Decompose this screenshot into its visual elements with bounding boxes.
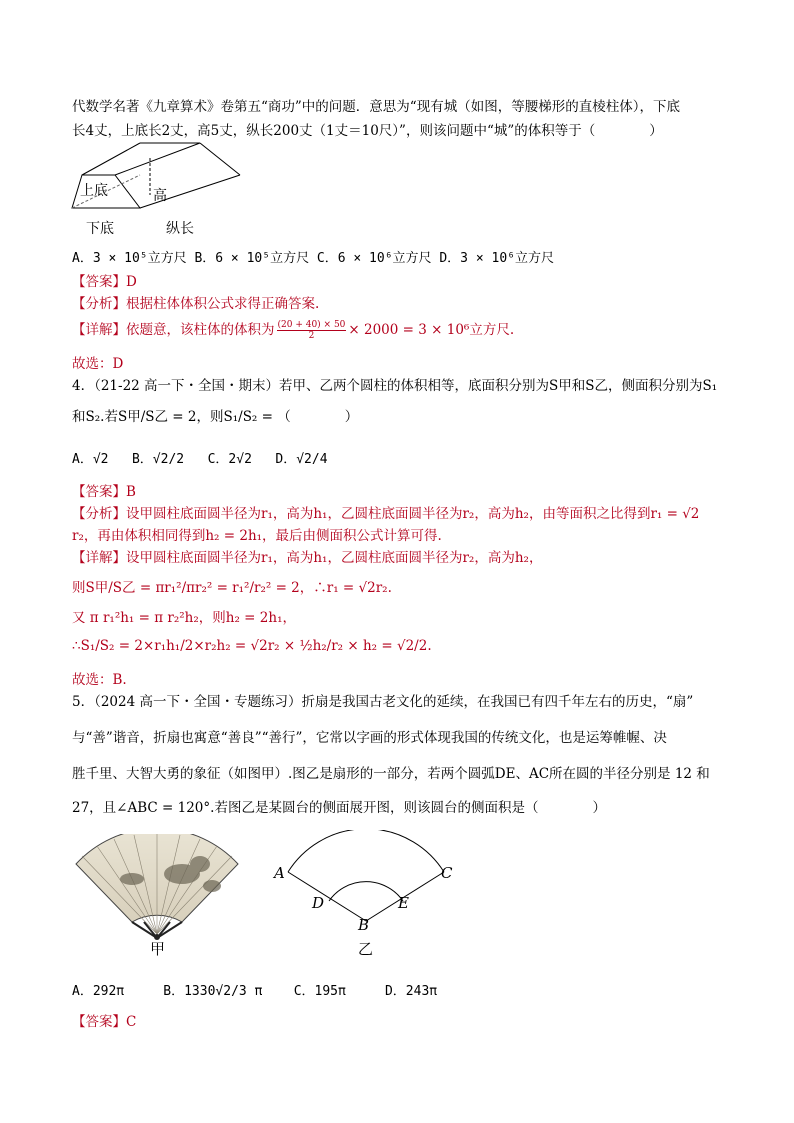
q4-choose: 故选：B. [72,672,127,688]
label-height: 高 [153,188,167,204]
detail-result: × 2000 = 3 × 10⁶立方尺. [348,322,515,338]
q4-analysis-l2: r₂，再由体积相同得到h₂ = 2h₁，最后由侧面积公式计算可得. [72,528,442,544]
q5-line4: 27，且∠ABC = 120°.若图乙是某圆台的侧面展开图，则该圆台的侧面积是（ ） [72,800,606,816]
q3-option-a: A．3 × 10⁵立方尺 [72,251,187,266]
answer-value: D [126,274,137,290]
q3-choose: 故选：D [72,356,124,372]
detail-tag: 【详解】 [72,322,126,338]
analysis-tag: 【分析】 [72,296,126,312]
q5-option-d: D．243π [384,984,438,999]
detail-text: 依题意，该柱体的体积为 [126,322,275,338]
detail-fraction [277,320,347,341]
q3-option-d: D．3 × 10⁶立方尺 [439,251,554,266]
answer-value: C [126,1014,137,1030]
q3-options [72,247,554,266]
point-B: B [358,916,370,934]
fig-yi-label: 乙 [358,940,374,958]
q3-option-b: B．6 × 10⁵立方尺 [194,251,310,266]
q5-line3: 胜千里、大智大勇的象征（如图甲）.图乙是扇形的一部分，若两个圆弧DE、AC所在圆的半径分别是 12 和 [72,766,710,782]
q3-analysis [72,292,319,312]
answer-tag: 【答案】 [72,484,126,500]
folding-fan-image [72,834,242,942]
fraction-numerator: (20 + 40) × 50 [277,320,346,330]
label-top-base: 上底 [80,183,108,199]
point-E: E [398,894,409,912]
label-length: 纵长 [166,221,194,237]
answer-tag: 【答案】 [72,1014,126,1030]
q3-answer [72,270,137,290]
label-bottom-base: 下底 [86,221,114,237]
q5-option-c: C．195π [293,984,346,999]
q5-option-b: B．1330√2/3 π [163,984,263,999]
q5-answer [72,1010,136,1030]
sector-diagram [270,830,470,940]
answer-value: B [126,484,136,500]
q4-line2: 和S₂.若S甲/S乙 = 2，则S₁/S₂ = （ ） [72,409,359,425]
detail-text: 设甲圆柱底面圆半径为r₁，高为h₁，乙圆柱底面圆半径为r₂，高为h₂， [126,550,543,566]
analysis-tag: 【分析】 [72,506,126,522]
q4-line1: 4．（21-22 高一下・全国・期末）若甲、乙两个圆柱的体积相等，底面积分别为S甲和S乙，侧面积分别为S₁ [72,378,718,394]
q5-option-a: A．292π [72,984,125,999]
q3-detail [72,318,514,341]
q4-detail-l3: 又 π r₁²h₁ = π r₂²h₂，则h₂ = 2h₁， [72,610,296,626]
answer-tag: 【答案】 [72,274,126,290]
q4-detail-l2: 则S甲/S乙 = πr₁²/πr₂² = r₁²/r₂² = 2，∴r₁ = √2r₂. [72,580,392,596]
q4-option-b: B．√2/2 [131,452,185,467]
q4-detail-l1 [72,546,542,566]
q3-option-c: C．6 × 10⁶立方尺 [316,251,432,266]
point-C: C [441,864,453,882]
q5-line1: 5．（2024 高一下・全国・专题练习）折扇是我国古老文化的延续，在我国已有四千年左右的历史，“扇” [72,694,694,710]
q3-line1: 代数学名著《九章算术》卷第五“商功”中的问题．意思为“现有城（如图，等腰梯形的直棱柱体），下底 [72,99,680,115]
fig-jia-label: 甲 [150,940,166,958]
analysis-text: 根据柱体体积公式求得正确答案. [126,296,320,312]
q4-option-d: D．√2/4 [275,452,328,467]
fraction-denominator: 2 [308,331,315,341]
q4-option-a: A．√2 [72,452,109,467]
q5-line2: 与“善”谐音，折扇也寓意“善良”“善行”，它常以字画的形式体现我国的传统文化，也是运筹帷幄、决 [72,730,667,746]
point-D: D [312,894,325,912]
detail-tag: 【详解】 [72,550,126,566]
analysis-text: 设甲圆柱底面圆半径为r₁，高为h₁，乙圆柱底面圆半径为r₂，高为h₂，由等面积之比得到r₁ = √2 [126,506,700,522]
q4-options [72,448,328,467]
point-A: A [274,864,285,882]
q4-detail-l4: ∴S₁/S₂ = 2×r₁h₁/2×r₂h₂ = √2r₂ × ½h₂/r₂ × h₂ = √2/2. [72,638,432,654]
q4-answer [72,480,136,500]
q3-line2: 长4丈，上底长2丈，高5丈，纵长200丈（1丈＝10尺）”，则该问题中“城”的体积等于（ ） [72,123,663,139]
q4-option-c: C．2√2 [207,452,252,467]
q5-options [72,980,437,999]
q4-analysis-l1 [72,502,699,522]
